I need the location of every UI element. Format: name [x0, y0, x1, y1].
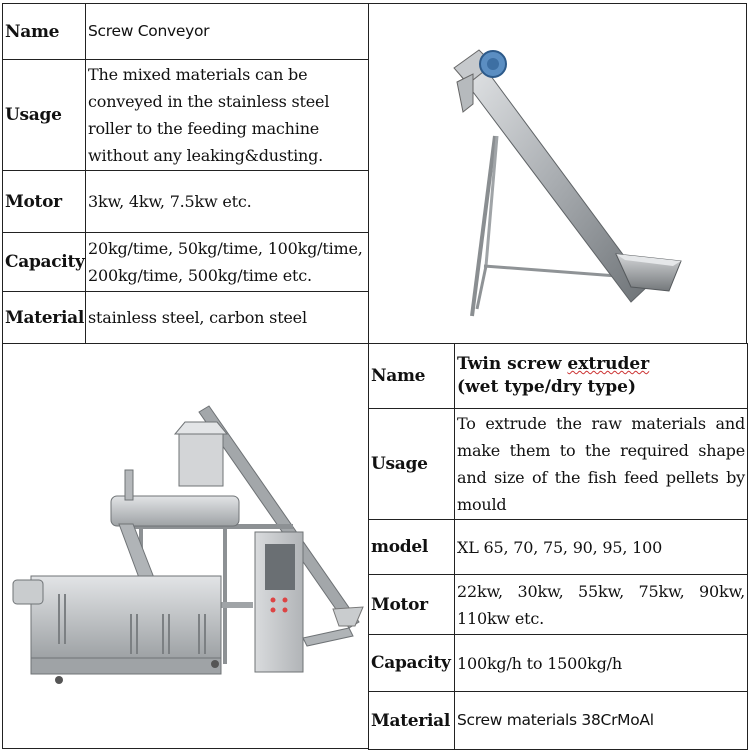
- capacity-label: Capacity: [3, 233, 86, 292]
- material-value: Screw materials 38CrMoAl: [455, 692, 748, 750]
- table-row: [3, 233, 370, 292]
- usage-value: To extrude the raw materials and make them to the required shape and size of the fish feed pellets by mould: [455, 409, 748, 520]
- name-line2: (wet type/dry type): [457, 377, 637, 397]
- name-value: [455, 344, 748, 409]
- twin-screw-extruder-photo: [2, 343, 369, 749]
- table-row: [369, 575, 748, 635]
- model-value: XL 65, 70, 75, 90, 95, 100: [455, 520, 748, 575]
- usage-label: Usage: [3, 60, 86, 171]
- table-row: [369, 344, 748, 409]
- name-label: Name: [3, 4, 86, 60]
- name-label: Name: [369, 344, 455, 409]
- table-row: [3, 4, 370, 60]
- motor-label: Motor: [3, 171, 86, 233]
- spec-sheet: [2, 3, 747, 749]
- screw-conveyor-photo: [368, 3, 747, 344]
- capacity-value: 100kg/h to 1500kg/h: [455, 635, 748, 692]
- table-row: [369, 692, 748, 750]
- material-label: Material: [3, 292, 86, 344]
- table-row: [369, 409, 748, 520]
- table-row: [3, 171, 370, 233]
- table-row: [3, 60, 370, 171]
- name-value: Screw Conveyor: [86, 4, 370, 60]
- screw-conveyor-table: [2, 3, 370, 344]
- material-label: Material: [369, 692, 455, 750]
- table-row: [369, 520, 748, 575]
- table-row: [369, 635, 748, 692]
- twin-screw-extruder-table: [368, 343, 748, 750]
- table-row: [3, 292, 370, 344]
- usage-value: The mixed materials can be conveyed in the stainless steel roller to the feeding machine without any leaking&dusting.: [86, 60, 370, 171]
- motor-value: 3kw, 4kw, 7.5kw etc.: [86, 171, 370, 233]
- model-label: model: [369, 520, 455, 575]
- capacity-label: Capacity: [369, 635, 455, 692]
- material-value: stainless steel, carbon steel: [86, 292, 370, 344]
- usage-label: Usage: [369, 409, 455, 520]
- motor-label: Motor: [369, 575, 455, 635]
- capacity-value: 20kg/time, 50kg/time, 100kg/time, 200kg/time, 500kg/time etc.: [86, 233, 370, 292]
- name-line1: Twin screw extruder: [457, 354, 650, 374]
- motor-value: 22kw, 30kw, 55kw, 75kw, 90kw, 110kw etc.: [455, 575, 748, 635]
